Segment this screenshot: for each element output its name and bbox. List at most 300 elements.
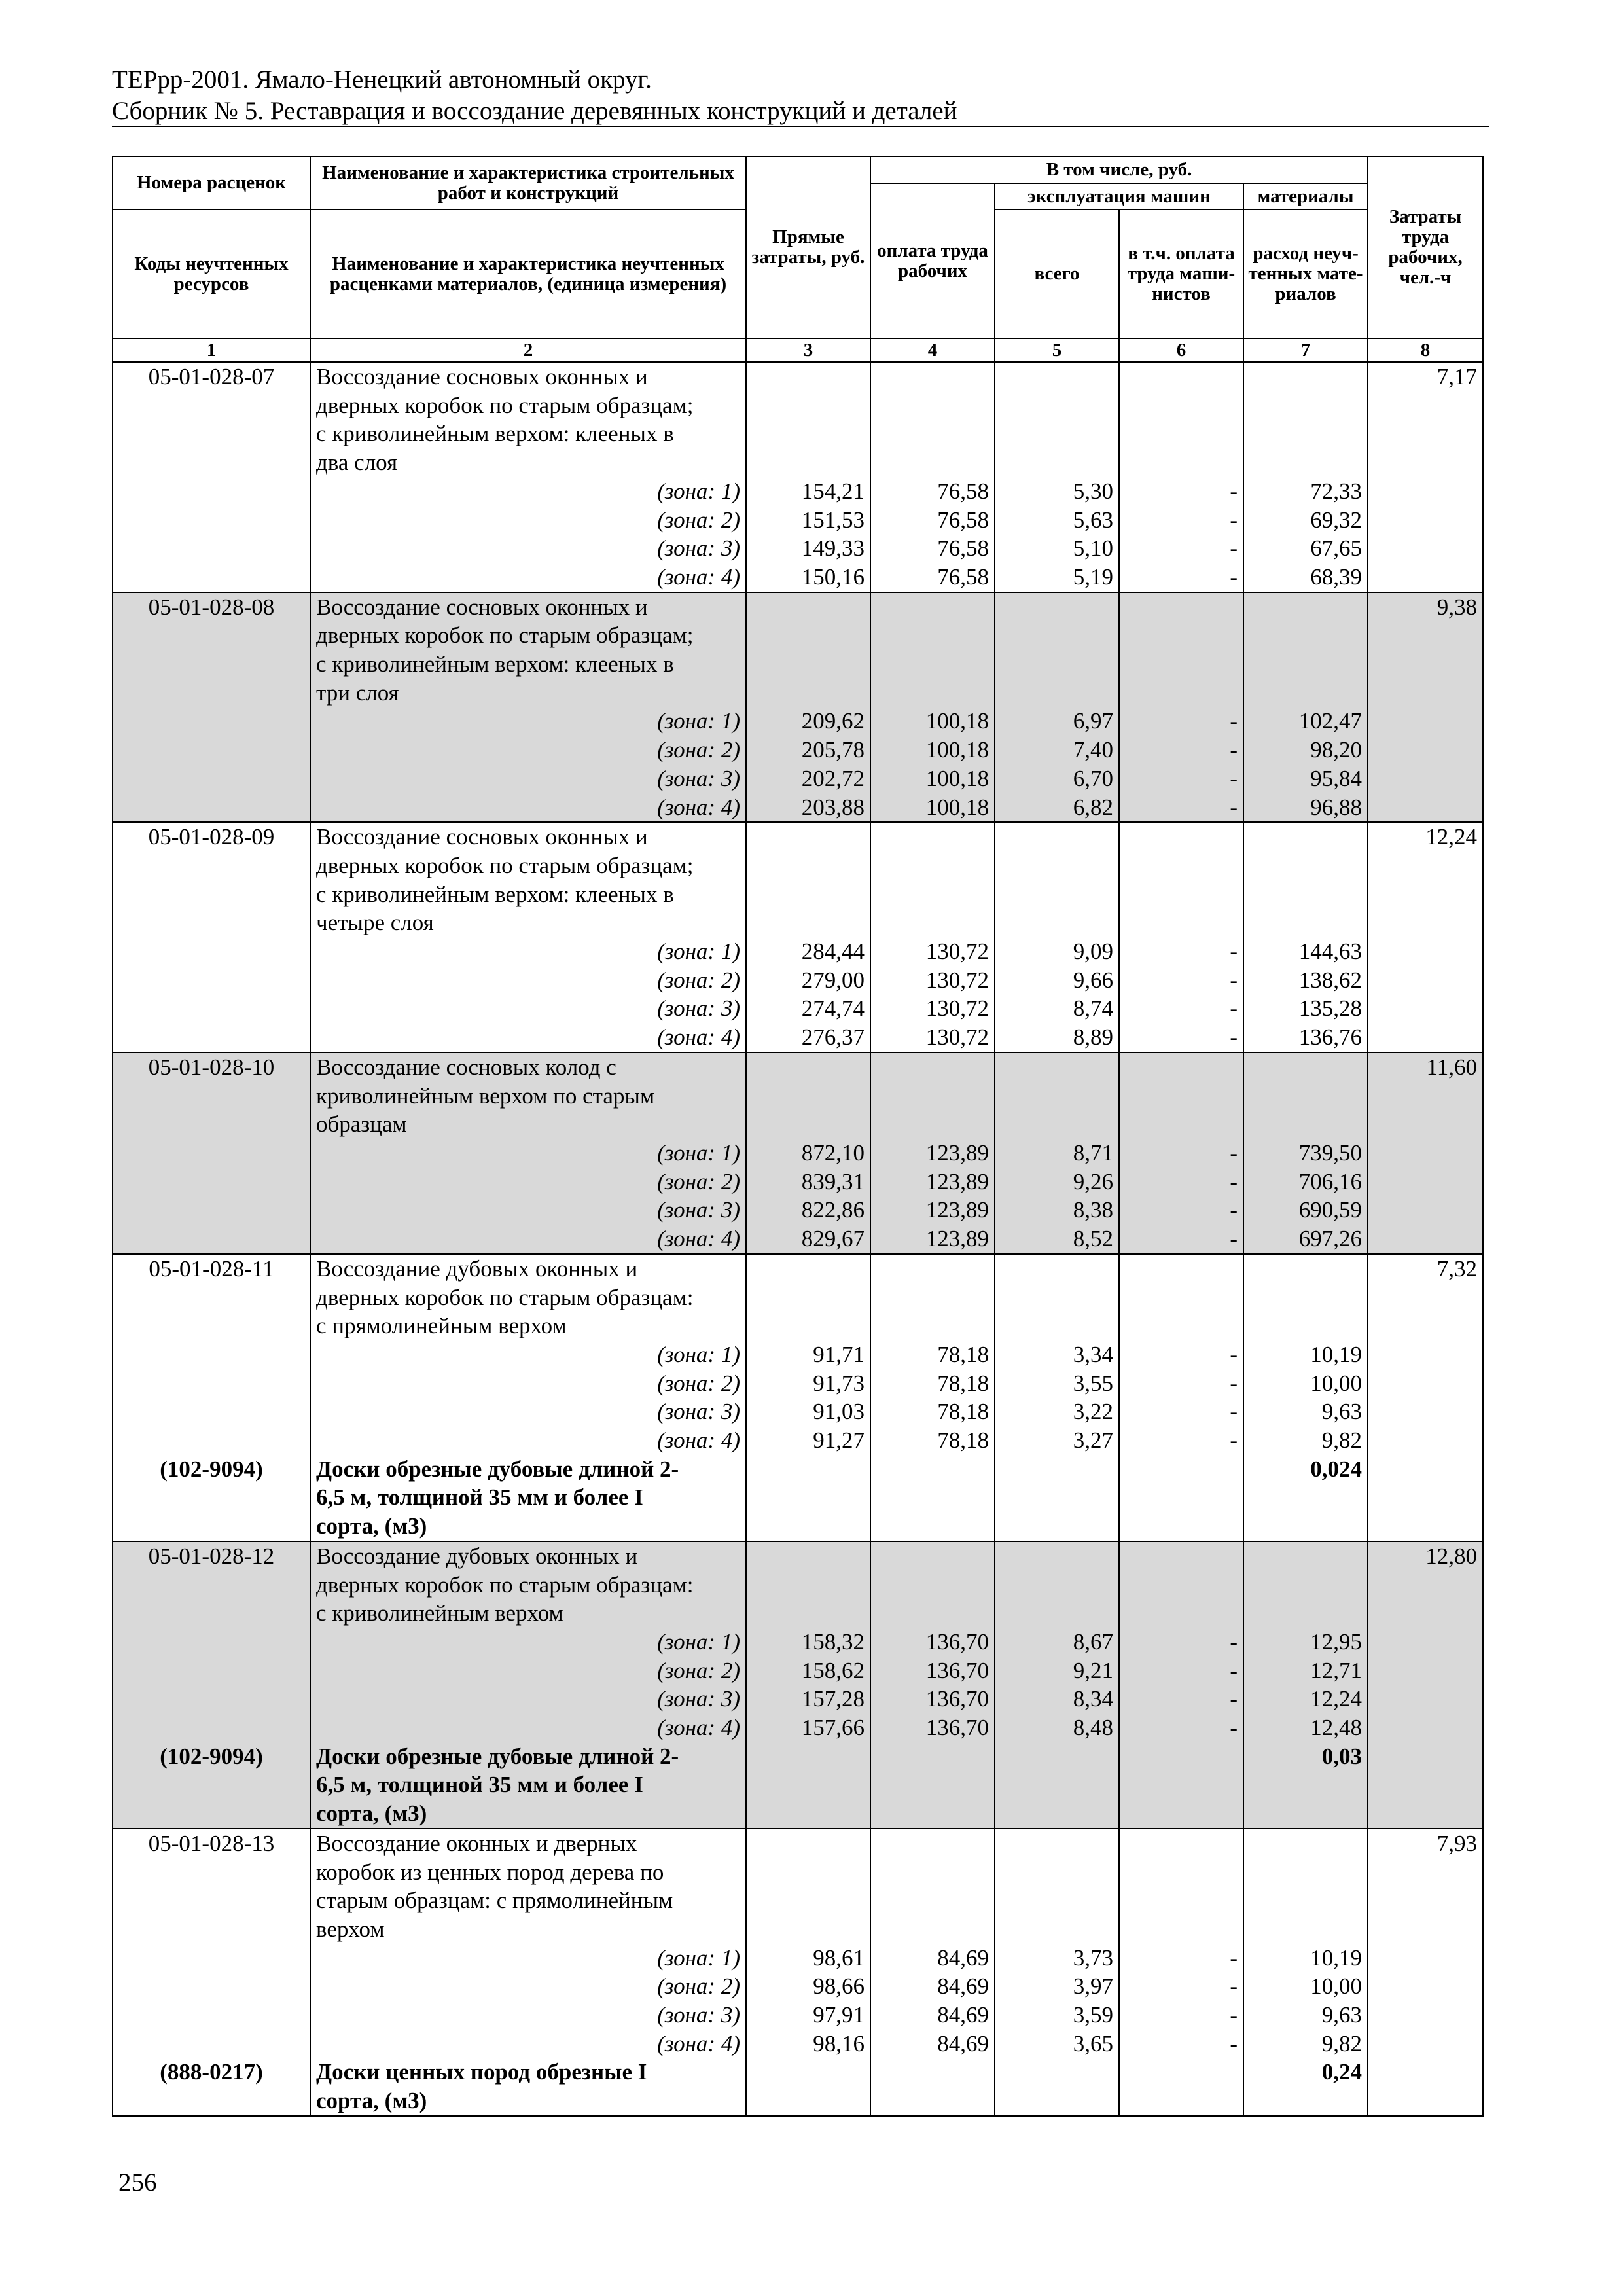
rate-description-line: Воссоздание сосновых оконных и [310, 592, 746, 622]
col-number-8: 8 [1368, 338, 1483, 362]
empty-cell [1243, 1483, 1368, 1512]
direct-cost: 151,53 [746, 506, 870, 535]
empty-cell [1119, 1599, 1243, 1628]
zone-label: (зона: 3) [310, 994, 746, 1023]
direct-cost: 209,62 [746, 707, 870, 736]
labor-cost: 11,60 [1368, 1052, 1483, 1082]
wage-cost: 84,69 [870, 2030, 995, 2058]
empty-cell [113, 1369, 310, 1398]
zone-label: (зона: 3) [310, 1397, 746, 1426]
empty-cell [1368, 1944, 1483, 1973]
empty-cell [870, 448, 995, 477]
rate-code: 05-01-028-08 [113, 592, 310, 622]
table-row [113, 852, 1483, 880]
machinist-wage: - [1119, 2030, 1243, 2058]
zone-row [113, 1340, 1483, 1369]
empty-cell [746, 1915, 870, 1944]
empty-cell [1368, 1713, 1483, 1742]
rate-description-line: Воссоздание дубовых оконных и [310, 1254, 746, 1283]
empty-cell [995, 1082, 1119, 1111]
col1-header-top: Номера расценок [113, 156, 310, 209]
empty-cell [995, 1858, 1119, 1887]
empty-cell [995, 1915, 1119, 1944]
zone-row [113, 563, 1483, 592]
rate-description-line: образцам [310, 1110, 746, 1139]
rates-table [112, 156, 1484, 2117]
empty-cell [995, 2058, 1119, 2087]
rate-description-line: дверных коробок по старым образцам: [310, 1571, 746, 1600]
table-row [113, 391, 1483, 420]
empty-cell [746, 1829, 870, 1858]
wage-cost: 136,70 [870, 1628, 995, 1657]
rate-description-line: с криволинейным верхом: клееных в [310, 420, 746, 448]
zone-label: (зона: 4) [310, 1426, 746, 1455]
page-number: 256 [118, 2168, 157, 2197]
resource-row [113, 1483, 1483, 1512]
material-cost: 69,32 [1243, 506, 1368, 535]
empty-cell [1243, 391, 1368, 420]
empty-cell [1368, 1082, 1483, 1111]
empty-cell [113, 1483, 310, 1512]
empty-cell [1368, 1110, 1483, 1139]
empty-cell [746, 1082, 870, 1111]
material-cost: 68,39 [1243, 563, 1368, 592]
empty-cell [1119, 391, 1243, 420]
wage-cost: 78,18 [870, 1369, 995, 1398]
empty-cell [113, 1571, 310, 1600]
zone-label: (зона: 2) [310, 1168, 746, 1196]
rate-code: 05-01-028-11 [113, 1254, 310, 1283]
empty-cell [113, 966, 310, 995]
empty-cell [1243, 420, 1368, 448]
empty-cell [113, 1340, 310, 1369]
empty-cell [870, 1571, 995, 1600]
zone-label: (зона: 1) [310, 1944, 746, 1973]
machinist-wage: - [1119, 1657, 1243, 1685]
wage-cost: 78,18 [870, 1340, 995, 1369]
material-cost: 12,71 [1243, 1657, 1368, 1685]
material-cost: 72,33 [1243, 477, 1368, 506]
empty-cell [1243, 908, 1368, 937]
machine-cost: 5,19 [995, 563, 1119, 592]
wage-cost: 130,72 [870, 966, 995, 995]
empty-cell [870, 1915, 995, 1944]
empty-cell [870, 1110, 995, 1139]
empty-cell [995, 822, 1119, 852]
col-number-2: 2 [310, 338, 746, 362]
wage-cost: 84,69 [870, 1944, 995, 1973]
empty-cell [746, 852, 870, 880]
empty-cell [1119, 420, 1243, 448]
table-row [113, 1312, 1483, 1340]
empty-cell [746, 1541, 870, 1571]
empty-cell [1243, 1858, 1368, 1887]
empty-cell [1368, 707, 1483, 736]
empty-cell [113, 852, 310, 880]
machine-cost: 7,40 [995, 736, 1119, 764]
zone-row [113, 736, 1483, 764]
empty-cell [1368, 852, 1483, 880]
machine-cost: 8,34 [995, 1685, 1119, 1713]
machinist-wage: - [1119, 1369, 1243, 1398]
machinist-wage: - [1119, 1426, 1243, 1455]
direct-cost: 205,78 [746, 736, 870, 764]
table-row [113, 592, 1483, 622]
empty-cell [746, 1886, 870, 1915]
zone-row [113, 1196, 1483, 1225]
machine-cost: 8,67 [995, 1628, 1119, 1657]
empty-cell [113, 908, 310, 937]
zone-label: (зона: 3) [310, 534, 746, 563]
zone-label: (зона: 4) [310, 793, 746, 823]
empty-cell [995, 852, 1119, 880]
empty-cell [1243, 1541, 1368, 1571]
wage-cost: 136,70 [870, 1685, 995, 1713]
direct-cost: 91,73 [746, 1369, 870, 1398]
resource-code: (102-9094) [113, 1742, 310, 1771]
wage-cost: 100,18 [870, 707, 995, 736]
empty-cell [1243, 592, 1368, 622]
material-cost: 96,88 [1243, 793, 1368, 823]
empty-cell [746, 2087, 870, 2116]
machinist-wage: - [1119, 1713, 1243, 1742]
zone-row [113, 1168, 1483, 1196]
zone-label: (зона: 4) [310, 563, 746, 592]
material-cost: 690,59 [1243, 1196, 1368, 1225]
zone-row [113, 1426, 1483, 1455]
machinist-wage: - [1119, 1023, 1243, 1052]
machine-cost: 3,22 [995, 1397, 1119, 1426]
empty-cell [746, 650, 870, 679]
empty-cell [113, 1312, 310, 1340]
empty-cell [1368, 1685, 1483, 1713]
resource-description-line: 6,5 м, толщиной 35 мм и более I [310, 1483, 746, 1512]
empty-cell [746, 592, 870, 622]
zone-label: (зона: 1) [310, 1628, 746, 1657]
wage-cost: 76,58 [870, 506, 995, 535]
empty-cell [113, 2087, 310, 2116]
empty-cell [870, 592, 995, 622]
material-cost: 12,95 [1243, 1628, 1368, 1657]
empty-cell [746, 1571, 870, 1600]
empty-cell [1368, 1483, 1483, 1512]
machinist-wage: - [1119, 966, 1243, 995]
direct-cost: 158,62 [746, 1657, 870, 1685]
empty-cell [1368, 1599, 1483, 1628]
wage-cost: 76,58 [870, 477, 995, 506]
empty-cell [1119, 448, 1243, 477]
machine-cost: 5,10 [995, 534, 1119, 563]
empty-cell [746, 391, 870, 420]
empty-cell [1368, 1571, 1483, 1600]
empty-cell [1368, 2030, 1483, 2058]
empty-cell [113, 679, 310, 708]
empty-cell [113, 1168, 310, 1196]
empty-cell [113, 937, 310, 966]
zone-row [113, 534, 1483, 563]
empty-cell [746, 1483, 870, 1512]
empty-cell [1119, 1858, 1243, 1887]
direct-cost: 274,74 [746, 994, 870, 1023]
rate-description-line: три слоя [310, 679, 746, 708]
wage-cost: 78,18 [870, 1397, 995, 1426]
empty-cell [870, 1599, 995, 1628]
empty-cell [870, 1254, 995, 1283]
wage-cost: 76,58 [870, 563, 995, 592]
empty-cell [113, 736, 310, 764]
wage-cost: 123,89 [870, 1196, 995, 1225]
zone-label: (зона: 4) [310, 2030, 746, 2058]
running-header-subtitle: Сборник № 5. Реставрация и воссоздание деревянных конструкций и деталей [112, 97, 957, 125]
empty-cell [113, 621, 310, 650]
rate-description-line: Воссоздание сосновых колод с [310, 1052, 746, 1082]
empty-cell [1243, 650, 1368, 679]
machinist-wage: - [1119, 1139, 1243, 1168]
rate-description-line: дверных коробок по старым образцам; [310, 621, 746, 650]
wage-cost: 130,72 [870, 1023, 995, 1052]
empty-cell [113, 1397, 310, 1426]
col-number-1: 1 [113, 338, 310, 362]
empty-cell [113, 1944, 310, 1973]
empty-cell [113, 1713, 310, 1742]
table-row [113, 362, 1483, 391]
zone-row [113, 966, 1483, 995]
empty-cell [746, 1455, 870, 1484]
material-cost: 98,20 [1243, 736, 1368, 764]
table-row [113, 1082, 1483, 1111]
empty-cell [1119, 1799, 1243, 1829]
empty-cell [1368, 1023, 1483, 1052]
machine-cost: 8,71 [995, 1139, 1119, 1168]
empty-cell [870, 1742, 995, 1771]
empty-cell [1119, 1512, 1243, 1541]
empty-cell [1368, 679, 1483, 708]
empty-cell [1243, 621, 1368, 650]
wage-cost: 100,18 [870, 764, 995, 793]
machine-cost: 8,38 [995, 1196, 1119, 1225]
rate-description-line: дверных коробок по старым образцам; [310, 852, 746, 880]
machine-cost: 3,59 [995, 2001, 1119, 2030]
material-cost: 697,26 [1243, 1225, 1368, 1254]
direct-cost: 98,61 [746, 1944, 870, 1973]
empty-cell [113, 1685, 310, 1713]
empty-cell [1368, 994, 1483, 1023]
resource-amount: 0,03 [1243, 1742, 1368, 1771]
wage-cost: 100,18 [870, 793, 995, 823]
empty-cell [1119, 650, 1243, 679]
material-cost: 144,63 [1243, 937, 1368, 966]
empty-cell [1243, 1770, 1368, 1799]
zone-label: (зона: 2) [310, 1972, 746, 2001]
empty-cell [1119, 362, 1243, 391]
empty-cell [113, 1512, 310, 1541]
col7-header: расход неуч-тенных мате-риалов [1243, 209, 1368, 338]
empty-cell [1119, 679, 1243, 708]
empty-cell [746, 1799, 870, 1829]
empty-cell [995, 679, 1119, 708]
resource-description-line: Доски ценных пород обрезные I [310, 2058, 746, 2087]
empty-cell [1119, 852, 1243, 880]
header-rule [112, 126, 1489, 127]
empty-cell [113, 1599, 310, 1628]
machinist-wage: - [1119, 994, 1243, 1023]
machine-cost: 3,34 [995, 1340, 1119, 1369]
zone-row [113, 1944, 1483, 1973]
empty-cell [1368, 1340, 1483, 1369]
zone-label: (зона: 1) [310, 477, 746, 506]
empty-cell [113, 1196, 310, 1225]
empty-cell [113, 534, 310, 563]
empty-cell [113, 994, 310, 1023]
empty-cell [870, 1483, 995, 1512]
rate-description-line: старым образцам: с прямолинейным [310, 1886, 746, 1915]
empty-cell [995, 621, 1119, 650]
empty-cell [1119, 1770, 1243, 1799]
labor-cost: 12,24 [1368, 822, 1483, 852]
empty-cell [995, 1829, 1119, 1858]
rate-description-line: верхом [310, 1915, 746, 1944]
zone-row [113, 764, 1483, 793]
empty-cell [995, 1483, 1119, 1512]
wage-cost: 100,18 [870, 736, 995, 764]
empty-cell [1368, 1397, 1483, 1426]
col2-header-bottom: Наименование и характеристика неучтенных расценками материалов, (единица измерения) [310, 209, 746, 338]
table-row [113, 420, 1483, 448]
resource-code: (102-9094) [113, 1455, 310, 1484]
empty-cell [1243, 1886, 1368, 1915]
table-row [113, 1283, 1483, 1312]
empty-cell [870, 420, 995, 448]
wage-cost: 84,69 [870, 2001, 995, 2030]
empty-cell [870, 1541, 995, 1571]
empty-cell [995, 1886, 1119, 1915]
direct-cost: 276,37 [746, 1023, 870, 1052]
machines-header: эксплуатация машин [995, 183, 1243, 209]
empty-cell [1243, 852, 1368, 880]
machine-cost: 9,21 [995, 1657, 1119, 1685]
machinist-wage: - [1119, 937, 1243, 966]
empty-cell [870, 621, 995, 650]
empty-cell [995, 1541, 1119, 1571]
empty-cell [995, 1455, 1119, 1484]
zone-label: (зона: 1) [310, 1340, 746, 1369]
empty-cell [1243, 1799, 1368, 1829]
machinist-wage: - [1119, 1397, 1243, 1426]
material-cost: 136,76 [1243, 1023, 1368, 1052]
empty-cell [995, 2087, 1119, 2116]
wage-cost: 123,89 [870, 1168, 995, 1196]
empty-cell [995, 1052, 1119, 1082]
empty-cell [1119, 1110, 1243, 1139]
rate-description-line: дверных коробок по старым образцам: [310, 1283, 746, 1312]
machinist-wage: - [1119, 1944, 1243, 1973]
empty-cell [113, 506, 310, 535]
col-number-6: 6 [1119, 338, 1243, 362]
material-cost: 9,82 [1243, 1426, 1368, 1455]
empty-cell [1243, 448, 1368, 477]
empty-cell [746, 1110, 870, 1139]
machine-cost: 6,70 [995, 764, 1119, 793]
empty-cell [1368, 1915, 1483, 1944]
zone-label: (зона: 1) [310, 707, 746, 736]
labor-cost: 7,32 [1368, 1254, 1483, 1283]
empty-cell [746, 1283, 870, 1312]
empty-cell [1243, 1571, 1368, 1600]
empty-cell [113, 1225, 310, 1254]
empty-cell [995, 1571, 1119, 1600]
empty-cell [1119, 1886, 1243, 1915]
machine-cost: 5,30 [995, 477, 1119, 506]
empty-cell [1368, 1426, 1483, 1455]
col-number-3: 3 [746, 338, 870, 362]
zone-label: (зона: 4) [310, 1713, 746, 1742]
empty-cell [113, 707, 310, 736]
material-cost: 95,84 [1243, 764, 1368, 793]
zone-row [113, 1657, 1483, 1685]
machinist-wage: - [1119, 1340, 1243, 1369]
wage-cost: 130,72 [870, 994, 995, 1023]
empty-cell [1368, 1196, 1483, 1225]
table-row [113, 908, 1483, 937]
machinist-wage: - [1119, 707, 1243, 736]
empty-cell [1368, 1770, 1483, 1799]
material-cost: 10,00 [1243, 1369, 1368, 1398]
empty-cell [870, 1770, 995, 1799]
empty-cell [1119, 1312, 1243, 1340]
empty-cell [1368, 1139, 1483, 1168]
empty-cell [1119, 1254, 1243, 1283]
machine-cost: 9,09 [995, 937, 1119, 966]
empty-cell [113, 1799, 310, 1829]
table-row [113, 822, 1483, 852]
material-cost: 12,48 [1243, 1713, 1368, 1742]
zone-label: (зона: 4) [310, 1225, 746, 1254]
rate-code: 05-01-028-12 [113, 1541, 310, 1571]
resource-row [113, 1799, 1483, 1829]
machine-cost: 8,74 [995, 994, 1119, 1023]
rate-description-line: два слоя [310, 448, 746, 477]
empty-cell [1368, 880, 1483, 909]
machinist-wage: - [1119, 1196, 1243, 1225]
wage-cost: 78,18 [870, 1426, 995, 1455]
empty-cell [113, 650, 310, 679]
material-cost: 102,47 [1243, 707, 1368, 736]
empty-cell [1243, 1052, 1368, 1082]
empty-cell [995, 1254, 1119, 1283]
table-row [113, 1052, 1483, 1082]
resource-row [113, 1512, 1483, 1541]
empty-cell [1243, 1254, 1368, 1283]
labor-cost: 9,38 [1368, 592, 1483, 622]
empty-cell [746, 621, 870, 650]
direct-cost: 839,31 [746, 1168, 870, 1196]
rate-description-line: криволинейным верхом по старым [310, 1082, 746, 1111]
empty-cell [1368, 1858, 1483, 1887]
empty-cell [1368, 2058, 1483, 2087]
empty-cell [870, 822, 995, 852]
empty-cell [1119, 1571, 1243, 1600]
empty-cell [1119, 880, 1243, 909]
empty-cell [746, 1858, 870, 1887]
empty-cell [746, 420, 870, 448]
zone-row [113, 1369, 1483, 1398]
empty-cell [1119, 2087, 1243, 2116]
empty-cell [870, 1312, 995, 1340]
machine-cost: 3,27 [995, 1426, 1119, 1455]
zone-row [113, 937, 1483, 966]
empty-cell [1368, 448, 1483, 477]
empty-cell [113, 563, 310, 592]
